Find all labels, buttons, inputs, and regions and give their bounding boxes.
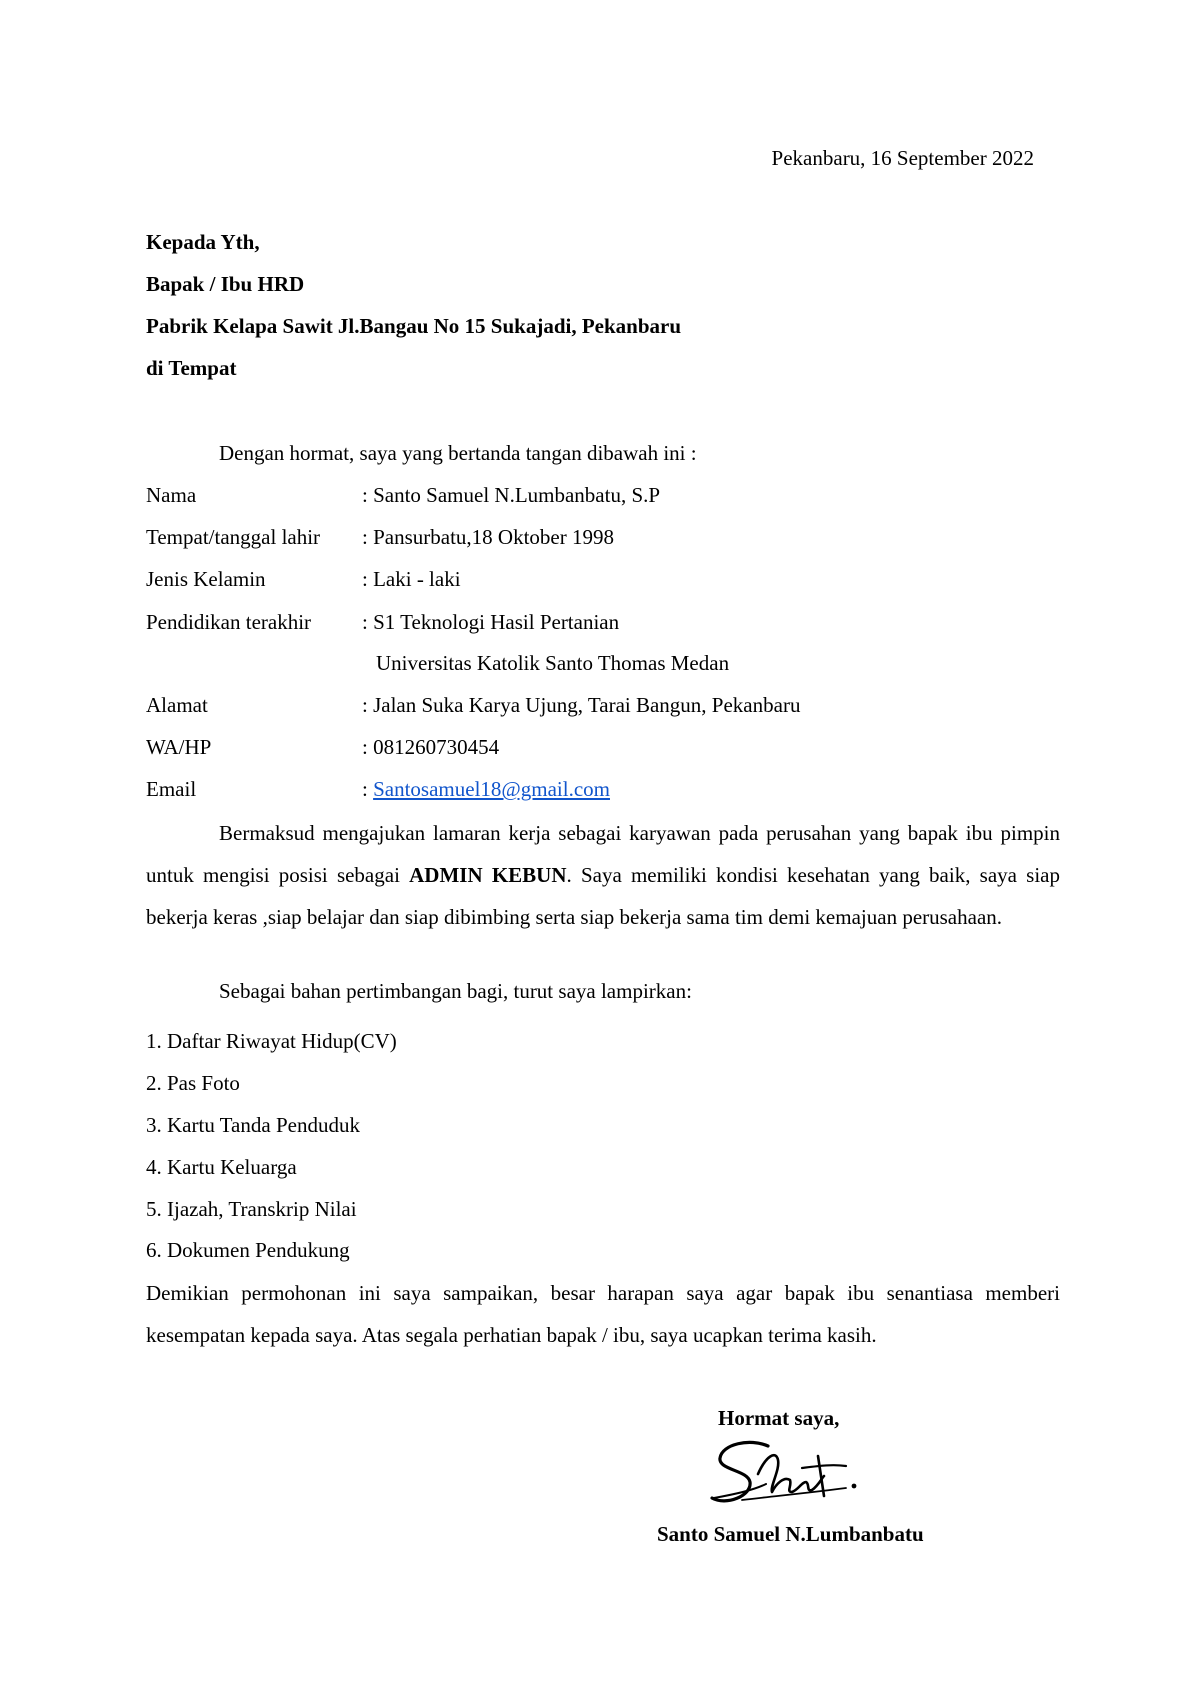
attachment-item: 6. Dokumen Pendukung — [146, 1238, 350, 1262]
field-value-email — [362, 779, 610, 800]
field-value-education: : S1 Teknologi Hasil Pertanian — [362, 610, 620, 634]
signature-image — [706, 1436, 866, 1512]
signer-name: Santo Samuel N.Lumbanbatu — [657, 1522, 924, 1546]
intent-part-2: . Saya memiliki kondisi kesehatan yang baik, saya siap bekerja keras ,siap belajar dan siap dibimbing serta siap bekerja sama tim demi kemajuan perusahaan. — [146, 863, 1060, 929]
recipient-line-2: Bapak / Ibu HRD — [146, 272, 305, 296]
field-value-education-line2: Universitas Katolik Santo Thomas Medan — [376, 651, 730, 675]
attachment-item: 5. Ijazah, Transkrip Nilai — [146, 1197, 357, 1221]
greeting: Dengan hormat, saya yang bertanda tangan dibawah ini : — [219, 441, 697, 465]
field-value-name: : Santo Samuel N.Lumbanbatu, S.P — [362, 483, 661, 507]
attachment-item: 2. Pas Foto — [146, 1071, 240, 1095]
recipient-line-4: di Tempat — [146, 356, 237, 380]
recipient-line-1: Kepada Yth, — [146, 230, 260, 254]
attachment-item: 1. Daftar Riwayat Hidup(CV) — [146, 1029, 397, 1053]
recipient-line-3: Pabrik Kelapa Sawit Jl.Bangau No 15 Sukajadi, Pekanbaru — [146, 314, 682, 338]
field-label-name: Nama — [146, 483, 197, 507]
intent-part-1: Bermaksud mengajukan lamaran kerja sebagai karyawan pada perusahan yang bapak ibu pimpin untuk mengisi posisi sebagai — [146, 821, 1060, 887]
field-label-email: Email — [146, 777, 197, 801]
field-label-address: Alamat — [146, 693, 208, 717]
field-label-education: Pendidikan terakhir — [146, 610, 312, 634]
email-link[interactable]: Santosamuel18@gmail.com — [373, 777, 610, 801]
closing-salutation: Hormat saya, — [718, 1406, 840, 1430]
email-prefix: : — [362, 777, 374, 801]
field-value-birth: : Pansurbatu,18 Oktober 1998 — [362, 525, 614, 549]
field-value-address: : Jalan Suka Karya Ujung, Tarai Bangun, Pekanbaru — [362, 693, 801, 717]
attachments-intro: Sebagai bahan pertimbangan bagi, turut saya lampirkan: — [219, 979, 692, 1003]
intent-paragraph — [146, 812, 1060, 938]
attachment-item: 3. Kartu Tanda Penduduk — [146, 1113, 360, 1137]
place-date: Pekanbaru, 16 September 2022 — [771, 146, 1034, 170]
field-label-phone: WA/HP — [146, 735, 212, 759]
field-value-phone: : 081260730454 — [362, 735, 500, 759]
field-label-birth: Tempat/tanggal lahir — [146, 525, 321, 549]
field-label-gender: Jenis Kelamin — [146, 567, 266, 591]
field-value-gender: : Laki - laki — [362, 567, 461, 591]
closing-paragraph: Demikian permohonan ini saya sampaikan, besar harapan saya agar bapak ibu senantiasa memberi kesempatan kepada saya. Atas segala perhatian bapak / ibu, saya ucapkan terima kasih. — [146, 1281, 1060, 1347]
attachment-item: 4. Kartu Keluarga — [146, 1155, 297, 1179]
position-name: ADMIN KEBUN — [409, 863, 567, 887]
